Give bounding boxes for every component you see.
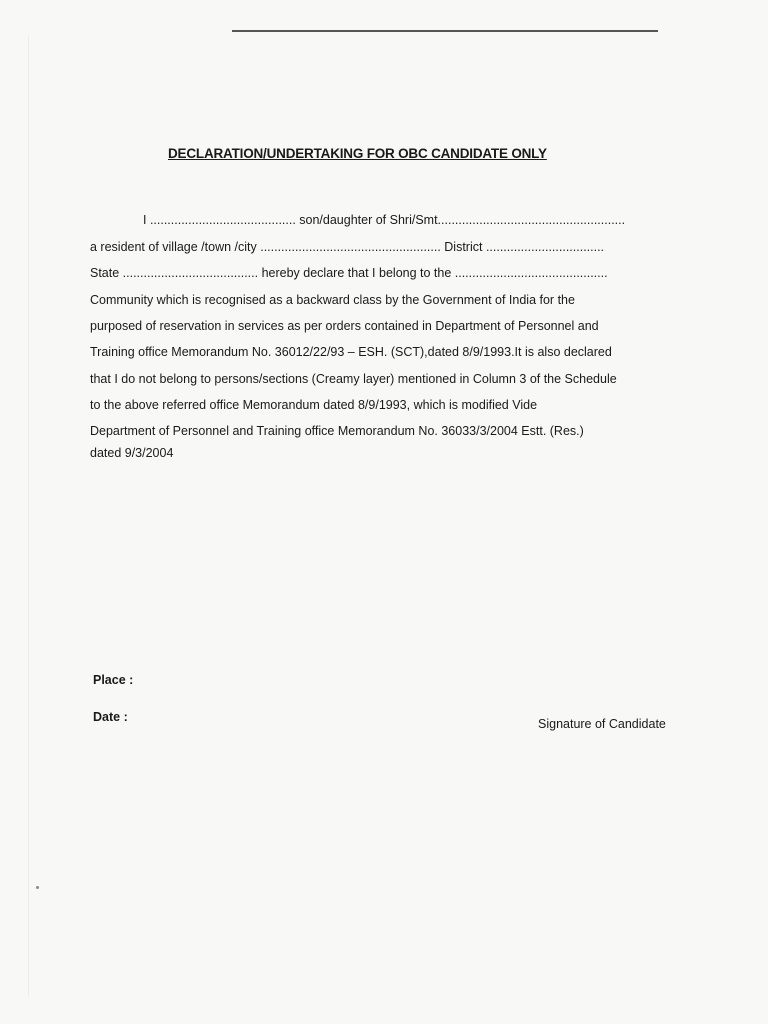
body-line-8: to the above referred office Memorandum dated 8/9/1993, which is modified Vide xyxy=(90,398,538,412)
body-line-6: Training office Memorandum No. 36012/22/93 – ESH. (SCT),dated 8/9/1993.It is also declared xyxy=(90,345,612,359)
scan-speck xyxy=(36,886,39,889)
body-line-7: that I do not belong to persons/sections (Creamy layer) mentioned in Column 3 of the Schedule xyxy=(90,372,617,386)
body-line-9: Department of Personnel and Training office Memorandum No. 36033/3/2004 Estt. (Res.) xyxy=(90,424,584,438)
document-title: DECLARATION/UNDERTAKING FOR OBC CANDIDATE ONLY xyxy=(168,146,547,161)
scan-edge-line xyxy=(232,30,658,32)
body-line-10: dated 9/3/2004 xyxy=(90,446,174,460)
body-line-5: purposed of reservation in services as per orders contained in Department of Personnel and xyxy=(90,319,599,333)
body-line-4: Community which is recognised as a backward class by the Government of India for the xyxy=(90,293,575,307)
body-line-1: I .......................................... son/daughter of Shri/Smt...................................................... xyxy=(143,213,626,227)
signature-label: Signature of Candidate xyxy=(538,717,666,731)
date-label: Date : xyxy=(93,710,128,724)
body-line-3: State ....................................... hereby declare that I belong to the ............................................ xyxy=(90,266,608,280)
place-label: Place : xyxy=(93,673,134,687)
scan-edge-shadow xyxy=(28,36,29,996)
body-line-2: a resident of village /town /city .................................................... District .................................. xyxy=(90,240,605,254)
